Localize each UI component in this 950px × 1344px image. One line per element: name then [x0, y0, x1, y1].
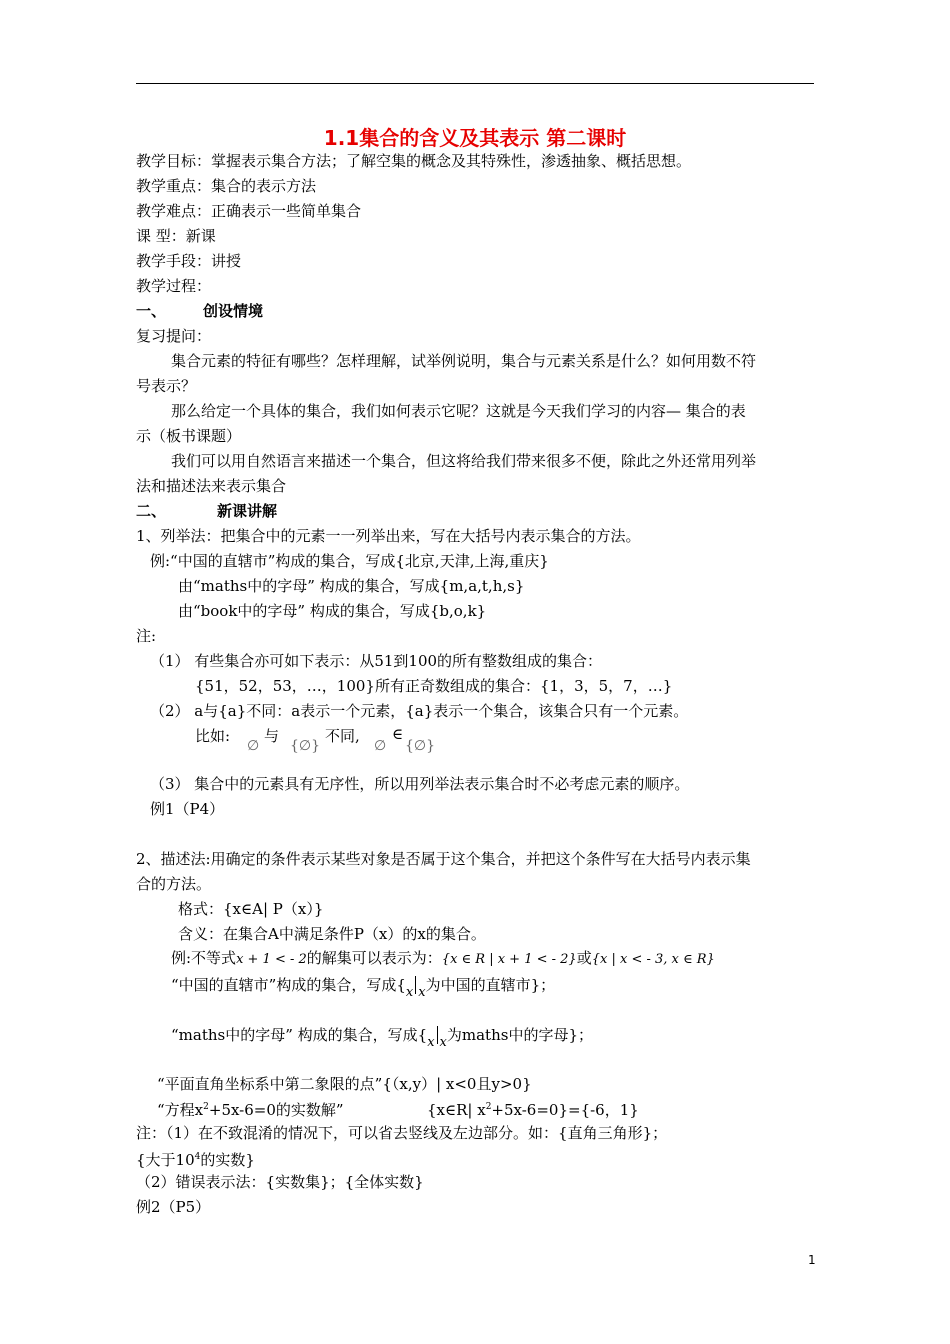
note-2: （2） a与{a}不同：a表示一个元素，{a}表示一个集合，该集合只有一个元素。 — [150, 702, 689, 720]
quadrant-example: “平面直角坐标系中第二象限的点”{（x,y）| x<0且y>0} — [157, 1075, 532, 1093]
paragraph-3b: 法和描述法来表示集合 — [136, 477, 287, 495]
exponent: 2 — [485, 1102, 492, 1112]
note-2-and: 与 — [264, 727, 280, 745]
left-brace: { — [290, 738, 299, 754]
teaching-method: 教学手段：讲授 — [136, 252, 242, 270]
variable-x: x — [439, 1035, 447, 1050]
paragraph-2a: 那么给定一个具体的集合，我们如何表示它呢？这就是今天我们学习的内容— 集合的表 — [171, 402, 746, 420]
equation-middle: +5x-6=0的实数解” — [208, 1101, 344, 1119]
empty-set-symbol: ∅ — [374, 738, 387, 754]
review-label: 复习提问： — [136, 327, 212, 345]
header-rule — [136, 83, 814, 84]
solution-set-prefix: {x∈R| x — [427, 1101, 486, 1119]
enumeration-method: 1、列举法：把集合中的元素一一列举出来，写在大括号内表示集合的方法。 — [136, 527, 641, 545]
variable-x: x — [427, 1035, 435, 1050]
description-method-b: 合的方法。 — [136, 875, 212, 893]
page-title: 1.1集合的含义及其表示 第二课时 — [323, 126, 627, 150]
solution-set-suffix: +5x-6=0}={-6，1} — [491, 1101, 639, 1119]
teaching-difficulty: 教学难点：正确表示一些简单集合 — [136, 202, 362, 220]
meaning-line: 含义：在集合A中满足条件P（x）的x的集合。 — [178, 925, 486, 943]
note-1-sets: {51，52，53，…，100}所有正奇数组成的集合：{1，3，5，7，…} — [195, 677, 673, 695]
solution-set-1: {x ∈ R | x + 1 < - 2} — [441, 952, 577, 967]
page-number: 1 — [808, 1253, 816, 1267]
note-label: 注: — [136, 627, 157, 645]
inequality-middle: 的解集可以表示为： — [306, 949, 442, 967]
set-containing-empty — [405, 736, 435, 756]
vertical-bar — [437, 1026, 438, 1044]
example-cities: 例:“中国的直辖市”构成的集合，写成{北京,天津,上海,重庆} — [150, 552, 549, 570]
or-word: 或 — [576, 949, 592, 967]
example-2-ref: 例2（P5） — [136, 1198, 211, 1216]
description-method-a: 2、描述法:用确定的条件表示某些对象是否属于这个集合，并把这个条件写在大括号内表示集 — [136, 850, 751, 868]
inequality-expression: x + 1 < - 2 — [236, 952, 307, 967]
section2-number: 二、 — [136, 502, 167, 520]
section1-title: 创设情境 — [203, 302, 264, 320]
maths-prefix: “maths中的字母” 构成的集合，写成{ — [171, 1026, 428, 1044]
element-of-symbol: ∈ — [392, 725, 404, 743]
example-maths: 由“maths中的字母” 构成的集合，写成{m,a,t,h,s} — [178, 577, 525, 595]
solution-set-2: {x | x < - 3, x ∈ R} — [591, 952, 715, 967]
note-2-different: 不同, — [325, 727, 360, 745]
variable-x: x — [418, 985, 426, 1000]
city-suffix: 为中国的直辖市}； — [425, 976, 556, 994]
equation-example — [157, 1097, 344, 1120]
section1-number: 一、 — [136, 302, 167, 320]
inequality-example — [171, 948, 715, 970]
note-2-line: 注：（1）在不致混淆的情况下，可以省去竖线及左边部分。如：{直角三角形}； — [136, 1124, 668, 1142]
section2-title: 新课讲解 — [217, 502, 278, 520]
right-brace: } — [426, 738, 436, 754]
vertical-bar — [415, 976, 416, 994]
teaching-goal: 教学目标：掌握表示集合方法；了解空集的概念及其特殊性，渗透抽象、概括思想。 — [136, 152, 692, 170]
teaching-key-point: 教学重点：集合的表示方法 — [136, 177, 317, 195]
paragraph-3a: 我们可以用自然语言来描述一个集合，但这将给我们带来很多不便，除此之外还常用列举 — [171, 452, 757, 470]
greater-than-example — [136, 1147, 255, 1170]
inequality-prefix: 例:不等式 — [171, 949, 237, 967]
example-book: 由“book中的字母” 构成的集合，写成{b,o,k} — [178, 602, 487, 620]
format-line: 格式：{x∈A| P（x）} — [178, 900, 324, 918]
set-containing-empty — [290, 736, 320, 756]
equation-solution-set — [427, 1097, 639, 1120]
left-brace: { — [405, 738, 414, 754]
note-2-example-label: 比如: — [195, 727, 231, 745]
city-example — [171, 975, 555, 1003]
paragraph-2b: 示（板书课题） — [136, 427, 242, 445]
empty-set-symbol: ∅ — [413, 738, 427, 754]
maths-suffix: 为maths中的字母}； — [446, 1026, 593, 1044]
city-prefix: “中国的直辖市”构成的集合，写成{ — [171, 976, 406, 994]
equation-prefix: “方程x — [157, 1101, 204, 1119]
note-3: （3） 集合中的元素具有无序性，所以用列举法表示集合时不必考虑元素的顺序。 — [150, 775, 690, 793]
paragraph-1b: 号表示？ — [136, 377, 197, 395]
teaching-process: 教学过程： — [136, 277, 212, 295]
empty-set-symbol: ∅ — [298, 738, 312, 754]
greater-prefix: {大于10 — [136, 1151, 195, 1169]
exponent: 2 — [203, 1102, 209, 1112]
lesson-type: 课 型：新课 — [136, 227, 216, 245]
right-brace: } — [311, 738, 321, 754]
greater-suffix: 的实数} — [200, 1151, 255, 1169]
wrong-notation: （2）错误表示法：{实数集}；{全体实数} — [136, 1173, 424, 1191]
note-1: （1） 有些集合亦可如下表示：从51到100的所有整数组成的集合： — [150, 652, 603, 670]
example-1-ref: 例1（P4） — [150, 800, 225, 818]
variable-x: x — [405, 985, 414, 1000]
empty-set-symbol: ∅ — [247, 738, 260, 754]
exponent: 4 — [194, 1152, 201, 1162]
maths-example — [171, 1025, 593, 1053]
paragraph-1a: 集合元素的特征有哪些？怎样理解，试举例说明，集合与元素关系是什么？如何用数不符 — [171, 352, 757, 370]
